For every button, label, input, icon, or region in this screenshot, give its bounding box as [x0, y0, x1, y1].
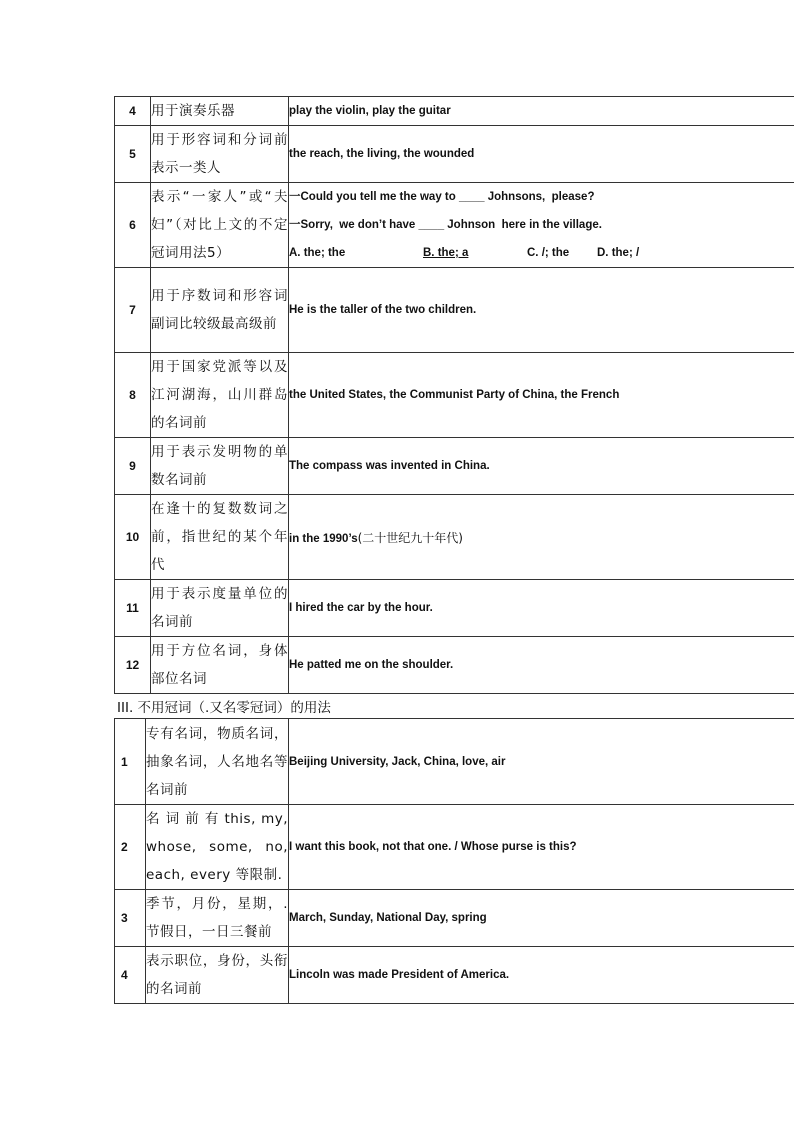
table-row [115, 183, 794, 268]
usage-cell: 用于国家党派等以及江河湖海，山川群岛的名词前 [151, 353, 289, 438]
example-cell: He patted me on the shoulder. [289, 637, 794, 694]
example-cell: I want this book, not that one. / Whose purse is this? [289, 805, 794, 890]
usage-cell: 用于方位名词，身体部位名词 [151, 637, 289, 694]
table-row [115, 353, 794, 438]
usage-cell: 专有名词，物质名词，抽象名词，人名地名等名词前 [146, 719, 289, 805]
article-usage-table [114, 96, 794, 694]
table-row [115, 126, 794, 183]
zero-article-table [114, 718, 794, 1004]
option-b-correct: B. the; a [423, 247, 469, 259]
table-row [115, 268, 794, 353]
example-cell: I hired the car by the hour. [289, 580, 794, 637]
dialogue-line: 一Sorry, we don’t have ____ Johnson here in the village. [289, 219, 602, 231]
example-cell: Beijing University, Jack, China, love, air [289, 719, 794, 805]
example-chinese-note: (二十世纪九十年代) [357, 530, 463, 545]
table-row [115, 719, 794, 805]
table-row [115, 947, 794, 1004]
row-number: 12 [115, 637, 151, 694]
example-cell: March, Sunday, National Day, spring [289, 890, 794, 947]
dialogue-line: 一Could you tell me the way to ____ Johnsons, please? [289, 191, 595, 203]
usage-cell: 用于演奏乐器 [151, 97, 289, 126]
usage-cell: 季节，月份，星期，.节假日，一日三餐前 [146, 890, 289, 947]
example-cell: He is the taller of the two children. [289, 268, 794, 353]
example-cell [289, 495, 794, 580]
option-a: A. the; the [289, 247, 346, 259]
row-number: 4 [115, 97, 151, 126]
row-number: 8 [115, 353, 151, 438]
usage-cell: 用于序数词和形容词副词比较级最高级前 [151, 268, 289, 353]
example-cell: play the violin, play the guitar [289, 97, 794, 126]
row-number: 2 [115, 805, 146, 890]
example-text: in the 1990’s [289, 532, 358, 545]
row-number: 1 [115, 719, 146, 805]
usage-cell: 用于表示度量单位的名词前 [151, 580, 289, 637]
usage-cell: 用于形容词和分词前表示一类人 [151, 126, 289, 183]
example-cell [289, 183, 794, 268]
table-row [115, 97, 794, 126]
section-heading: III. 不用冠词（.又名零冠词）的用法 [117, 700, 331, 716]
usage-cell: 表示职位，身份，头衔的名词前 [146, 947, 289, 1004]
row-number: 11 [115, 580, 151, 637]
table-row [115, 438, 794, 495]
table-row [115, 495, 794, 580]
usage-cell: 用于表示发明物的单数名词前 [151, 438, 289, 495]
table-row [115, 580, 794, 637]
example-cell: the United States, the Communist Party of China, the French [289, 353, 794, 438]
row-number: 5 [115, 126, 151, 183]
row-number: 7 [115, 268, 151, 353]
row-number: 6 [115, 183, 151, 268]
usage-cell: 在逢十的复数数词之前，指世纪的某个年代 [151, 495, 289, 580]
usage-cell: 名 词 前 有 this, my, whose, some, no, each, every 等限制. [146, 805, 289, 890]
example-cell: the reach, the living, the wounded [289, 126, 794, 183]
table-row [115, 805, 794, 890]
option-d: D. the; / [597, 247, 640, 259]
row-number: 9 [115, 438, 151, 495]
row-number: 3 [115, 890, 146, 947]
table-row [115, 890, 794, 947]
answer-options [289, 239, 794, 267]
example-cell: The compass was invented in China. [289, 438, 794, 495]
example-cell: Lincoln was made President of America. [289, 947, 794, 1004]
row-number: 4 [115, 947, 146, 1004]
row-number: 10 [115, 495, 151, 580]
option-c: C. /; the [527, 247, 570, 259]
usage-cell: 表示“一家人”或“夫妇”（对比上文的不定冠词用法5） [151, 183, 289, 268]
table-row [115, 637, 794, 694]
